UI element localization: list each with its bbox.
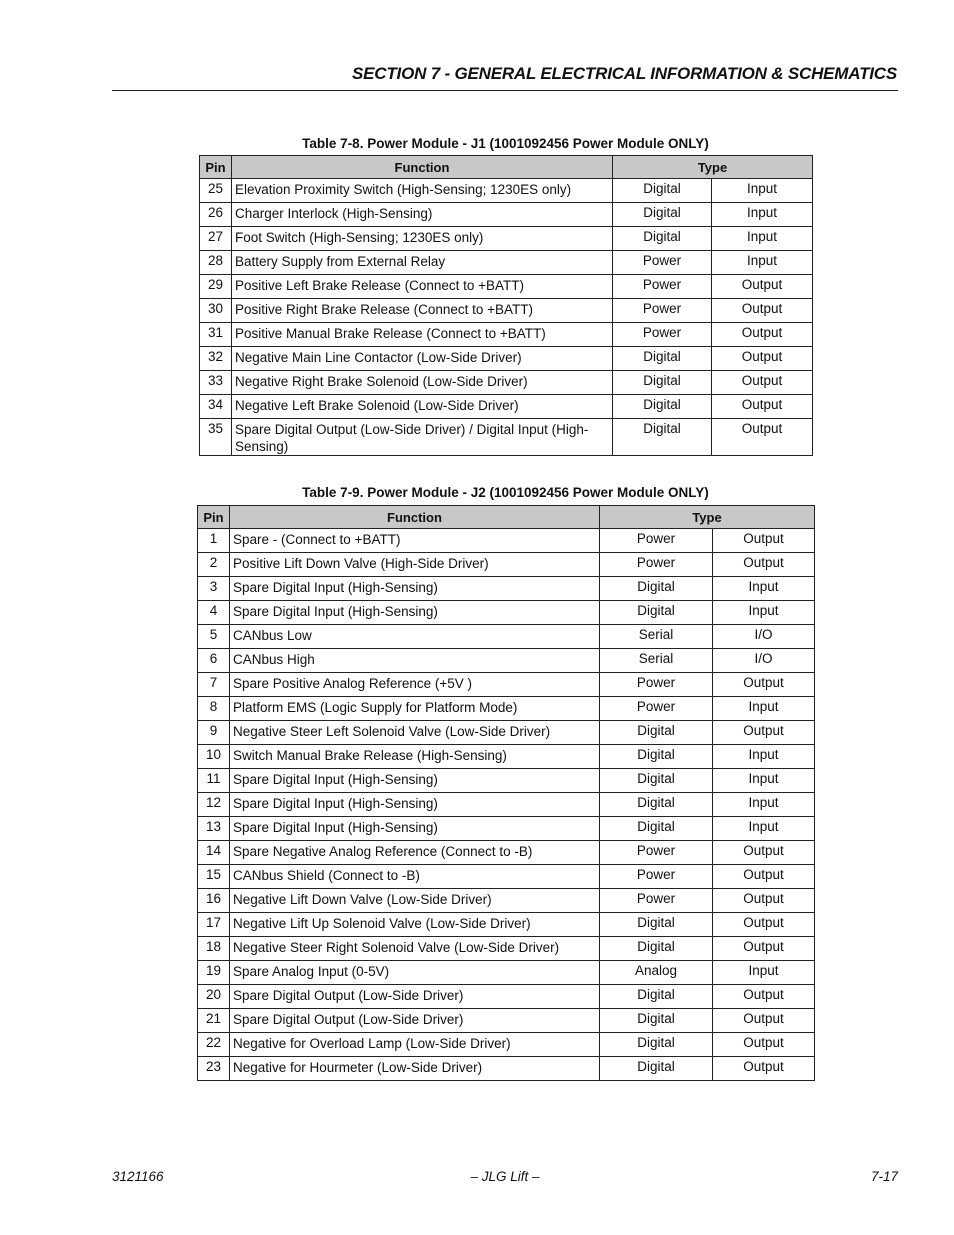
signal-type-cell: Power bbox=[613, 299, 712, 323]
table-row bbox=[198, 793, 815, 817]
function-cell: Spare Negative Analog Reference (Connect to -B) bbox=[230, 841, 600, 865]
function-cell: Negative for Overload Lamp (Low-Side Driver) bbox=[230, 1033, 600, 1057]
table-row bbox=[198, 625, 815, 649]
signal-type-cell: Digital bbox=[613, 395, 712, 419]
direction-cell: Input bbox=[712, 227, 813, 251]
function-cell: Negative Main Line Contactor (Low-Side Driver) bbox=[232, 347, 613, 371]
function-cell: Spare Digital Input (High-Sensing) bbox=[230, 817, 600, 841]
direction-cell: Output bbox=[713, 721, 815, 745]
pin-cell: 18 bbox=[198, 937, 230, 961]
table-row bbox=[200, 395, 813, 419]
table-row bbox=[198, 1033, 815, 1057]
function-cell: Negative Steer Right Solenoid Valve (Low-Side Driver) bbox=[230, 937, 600, 961]
function-cell: CANbus Low bbox=[230, 625, 600, 649]
table2-header-type: Type bbox=[600, 506, 815, 529]
function-cell: Spare Digital Input (High-Sensing) bbox=[230, 793, 600, 817]
table-row bbox=[198, 721, 815, 745]
pin-cell: 4 bbox=[198, 601, 230, 625]
pin-cell: 12 bbox=[198, 793, 230, 817]
table-row bbox=[200, 419, 813, 456]
direction-cell: Output bbox=[713, 985, 815, 1009]
signal-type-cell: Digital bbox=[600, 745, 713, 769]
signal-type-cell: Power bbox=[600, 673, 713, 697]
signal-type-cell: Digital bbox=[613, 227, 712, 251]
pin-cell: 11 bbox=[198, 769, 230, 793]
table2-header-pin: Pin bbox=[198, 506, 230, 529]
direction-cell: Output bbox=[712, 347, 813, 371]
table-row bbox=[200, 323, 813, 347]
table-row bbox=[198, 961, 815, 985]
signal-type-cell: Analog bbox=[600, 961, 713, 985]
signal-type-cell: Digital bbox=[600, 1057, 713, 1081]
table2 bbox=[197, 505, 815, 1081]
table-row bbox=[198, 985, 815, 1009]
pin-cell: 32 bbox=[200, 347, 232, 371]
signal-type-cell: Digital bbox=[600, 937, 713, 961]
function-cell: Foot Switch (High-Sensing; 1230ES only) bbox=[232, 227, 613, 251]
pin-cell: 31 bbox=[200, 323, 232, 347]
pin-cell: 26 bbox=[200, 203, 232, 227]
signal-type-cell: Digital bbox=[600, 769, 713, 793]
pin-cell: 1 bbox=[198, 529, 230, 553]
function-cell: Spare Digital Input (High-Sensing) bbox=[230, 769, 600, 793]
signal-type-cell: Power bbox=[600, 865, 713, 889]
pin-cell: 21 bbox=[198, 1009, 230, 1033]
direction-cell: Input bbox=[712, 203, 813, 227]
function-cell: Platform EMS (Logic Supply for Platform Mode) bbox=[230, 697, 600, 721]
direction-cell: Output bbox=[713, 937, 815, 961]
pin-cell: 14 bbox=[198, 841, 230, 865]
function-cell: Battery Supply from External Relay bbox=[232, 251, 613, 275]
pin-cell: 8 bbox=[198, 697, 230, 721]
signal-type-cell: Power bbox=[613, 251, 712, 275]
signal-type-cell: Digital bbox=[613, 179, 712, 203]
signal-type-cell: Power bbox=[613, 323, 712, 347]
direction-cell: Output bbox=[712, 323, 813, 347]
pin-cell: 34 bbox=[200, 395, 232, 419]
table-row bbox=[198, 553, 815, 577]
signal-type-cell: Digital bbox=[600, 577, 713, 601]
table1-header-function: Function bbox=[232, 156, 613, 179]
table-row bbox=[198, 529, 815, 553]
direction-cell: Input bbox=[713, 697, 815, 721]
pin-cell: 20 bbox=[198, 985, 230, 1009]
signal-type-cell: Digital bbox=[600, 1009, 713, 1033]
direction-cell: Input bbox=[713, 961, 815, 985]
function-cell: CANbus Shield (Connect to -B) bbox=[230, 865, 600, 889]
function-cell: Positive Right Brake Release (Connect to +BATT) bbox=[232, 299, 613, 323]
table-row bbox=[198, 1057, 815, 1081]
table-row bbox=[200, 251, 813, 275]
table-row bbox=[198, 769, 815, 793]
direction-cell: Output bbox=[713, 1033, 815, 1057]
table-row bbox=[200, 203, 813, 227]
function-cell: Spare Digital Input (High-Sensing) bbox=[230, 577, 600, 601]
table-row bbox=[198, 841, 815, 865]
table-row bbox=[200, 347, 813, 371]
table1-caption: Table 7-8. Power Module - J1 (1001092456 Power Module ONLY) bbox=[302, 136, 709, 151]
pin-cell: 3 bbox=[198, 577, 230, 601]
table-row bbox=[200, 179, 813, 203]
signal-type-cell: Power bbox=[600, 553, 713, 577]
direction-cell: Input bbox=[713, 769, 815, 793]
direction-cell: Input bbox=[713, 793, 815, 817]
table1-header-pin: Pin bbox=[200, 156, 232, 179]
pin-cell: 27 bbox=[200, 227, 232, 251]
table2-header-row bbox=[198, 506, 815, 529]
function-cell: Negative Lift Up Solenoid Valve (Low-Side Driver) bbox=[230, 913, 600, 937]
pin-cell: 2 bbox=[198, 553, 230, 577]
table2-body bbox=[198, 529, 815, 1081]
signal-type-cell: Digital bbox=[613, 203, 712, 227]
table-row bbox=[198, 673, 815, 697]
direction-cell: I/O bbox=[713, 649, 815, 673]
table-row bbox=[200, 227, 813, 251]
function-cell: Spare - (Connect to +BATT) bbox=[230, 529, 600, 553]
signal-type-cell: Serial bbox=[600, 625, 713, 649]
table2-caption: Table 7-9. Power Module - J2 (1001092456 Power Module ONLY) bbox=[302, 485, 709, 500]
pin-cell: 19 bbox=[198, 961, 230, 985]
function-cell: Negative Left Brake Solenoid (Low-Side Driver) bbox=[232, 395, 613, 419]
table-row bbox=[198, 865, 815, 889]
signal-type-cell: Digital bbox=[613, 347, 712, 371]
signal-type-cell: Digital bbox=[600, 1033, 713, 1057]
pin-cell: 7 bbox=[198, 673, 230, 697]
table-row bbox=[198, 745, 815, 769]
pin-cell: 30 bbox=[200, 299, 232, 323]
direction-cell: Output bbox=[712, 419, 813, 456]
direction-cell: Output bbox=[713, 1057, 815, 1081]
signal-type-cell: Power bbox=[613, 275, 712, 299]
table-row bbox=[200, 371, 813, 395]
function-cell: Spare Positive Analog Reference (+5V ) bbox=[230, 673, 600, 697]
table-row bbox=[200, 299, 813, 323]
direction-cell: Output bbox=[712, 371, 813, 395]
function-cell: Switch Manual Brake Release (High-Sensing) bbox=[230, 745, 600, 769]
direction-cell: Input bbox=[712, 251, 813, 275]
pin-cell: 6 bbox=[198, 649, 230, 673]
signal-type-cell: Serial bbox=[600, 649, 713, 673]
pin-cell: 25 bbox=[200, 179, 232, 203]
function-cell: Spare Digital Output (Low-Side Driver) bbox=[230, 985, 600, 1009]
signal-type-cell: Digital bbox=[613, 419, 712, 456]
table-row bbox=[198, 697, 815, 721]
direction-cell: Input bbox=[713, 577, 815, 601]
signal-type-cell: Power bbox=[600, 889, 713, 913]
table-row bbox=[198, 577, 815, 601]
table2-header-function: Function bbox=[230, 506, 600, 529]
pin-cell: 10 bbox=[198, 745, 230, 769]
function-cell: Spare Digital Output (Low-Side Driver) bbox=[230, 1009, 600, 1033]
table-row bbox=[198, 817, 815, 841]
direction-cell: Input bbox=[713, 745, 815, 769]
function-cell: CANbus High bbox=[230, 649, 600, 673]
function-cell: Spare Analog Input (0-5V) bbox=[230, 961, 600, 985]
direction-cell: Output bbox=[713, 673, 815, 697]
pin-cell: 9 bbox=[198, 721, 230, 745]
table-row bbox=[198, 889, 815, 913]
direction-cell: Output bbox=[713, 529, 815, 553]
table1 bbox=[199, 155, 813, 456]
pin-cell: 15 bbox=[198, 865, 230, 889]
signal-type-cell: Digital bbox=[600, 601, 713, 625]
signal-type-cell: Digital bbox=[600, 985, 713, 1009]
direction-cell: Input bbox=[712, 179, 813, 203]
table1-header-type: Type bbox=[613, 156, 813, 179]
pin-cell: 23 bbox=[198, 1057, 230, 1081]
function-cell: Negative Lift Down Valve (Low-Side Driver) bbox=[230, 889, 600, 913]
table-row bbox=[198, 1009, 815, 1033]
function-cell: Positive Manual Brake Release (Connect to +BATT) bbox=[232, 323, 613, 347]
signal-type-cell: Digital bbox=[600, 817, 713, 841]
signal-type-cell: Power bbox=[600, 529, 713, 553]
pin-cell: 28 bbox=[200, 251, 232, 275]
table1-body bbox=[200, 179, 813, 456]
section-title: SECTION 7 - GENERAL ELECTRICAL INFORMATION & SCHEMATICS bbox=[352, 64, 897, 83]
direction-cell: Output bbox=[712, 395, 813, 419]
table-row bbox=[200, 275, 813, 299]
signal-type-cell: Digital bbox=[600, 913, 713, 937]
signal-type-cell: Digital bbox=[613, 371, 712, 395]
pin-cell: 13 bbox=[198, 817, 230, 841]
function-cell: Negative Right Brake Solenoid (Low-Side Driver) bbox=[232, 371, 613, 395]
pin-cell: 22 bbox=[198, 1033, 230, 1057]
direction-cell: Output bbox=[713, 841, 815, 865]
pin-cell: 33 bbox=[200, 371, 232, 395]
footer-page-number: 7-17 bbox=[870, 1169, 898, 1184]
pin-cell: 16 bbox=[198, 889, 230, 913]
function-cell: Negative Steer Left Solenoid Valve (Low-Side Driver) bbox=[230, 721, 600, 745]
direction-cell: I/O bbox=[713, 625, 815, 649]
table1-header-row bbox=[200, 156, 813, 179]
header-divider bbox=[112, 90, 898, 91]
direction-cell: Output bbox=[713, 553, 815, 577]
function-cell: Positive Lift Down Valve (High-Side Driver) bbox=[230, 553, 600, 577]
footer-publisher: – JLG Lift – bbox=[470, 1169, 540, 1184]
function-cell: Negative for Hourmeter (Low-Side Driver) bbox=[230, 1057, 600, 1081]
table-row bbox=[198, 937, 815, 961]
signal-type-cell: Digital bbox=[600, 721, 713, 745]
signal-type-cell: Power bbox=[600, 697, 713, 721]
direction-cell: Output bbox=[713, 865, 815, 889]
function-cell: Charger Interlock (High-Sensing) bbox=[232, 203, 613, 227]
direction-cell: Output bbox=[712, 275, 813, 299]
pin-cell: 5 bbox=[198, 625, 230, 649]
function-cell: Spare Digital Input (High-Sensing) bbox=[230, 601, 600, 625]
pin-cell: 35 bbox=[200, 419, 232, 456]
table-row bbox=[198, 913, 815, 937]
signal-type-cell: Power bbox=[600, 841, 713, 865]
table-row bbox=[198, 649, 815, 673]
direction-cell: Input bbox=[713, 817, 815, 841]
direction-cell: Output bbox=[713, 889, 815, 913]
function-cell: Elevation Proximity Switch (High-Sensing; 1230ES only) bbox=[232, 179, 613, 203]
direction-cell: Input bbox=[713, 601, 815, 625]
footer-doc-number: 3121166 bbox=[112, 1169, 164, 1184]
direction-cell: Output bbox=[713, 1009, 815, 1033]
function-cell: Spare Digital Output (Low-Side Driver) / Digital Input (High-Sensing) bbox=[232, 419, 613, 456]
direction-cell: Output bbox=[712, 299, 813, 323]
direction-cell: Output bbox=[713, 913, 815, 937]
pin-cell: 17 bbox=[198, 913, 230, 937]
signal-type-cell: Digital bbox=[600, 793, 713, 817]
function-cell: Positive Left Brake Release (Connect to +BATT) bbox=[232, 275, 613, 299]
table-row bbox=[198, 601, 815, 625]
pin-cell: 29 bbox=[200, 275, 232, 299]
